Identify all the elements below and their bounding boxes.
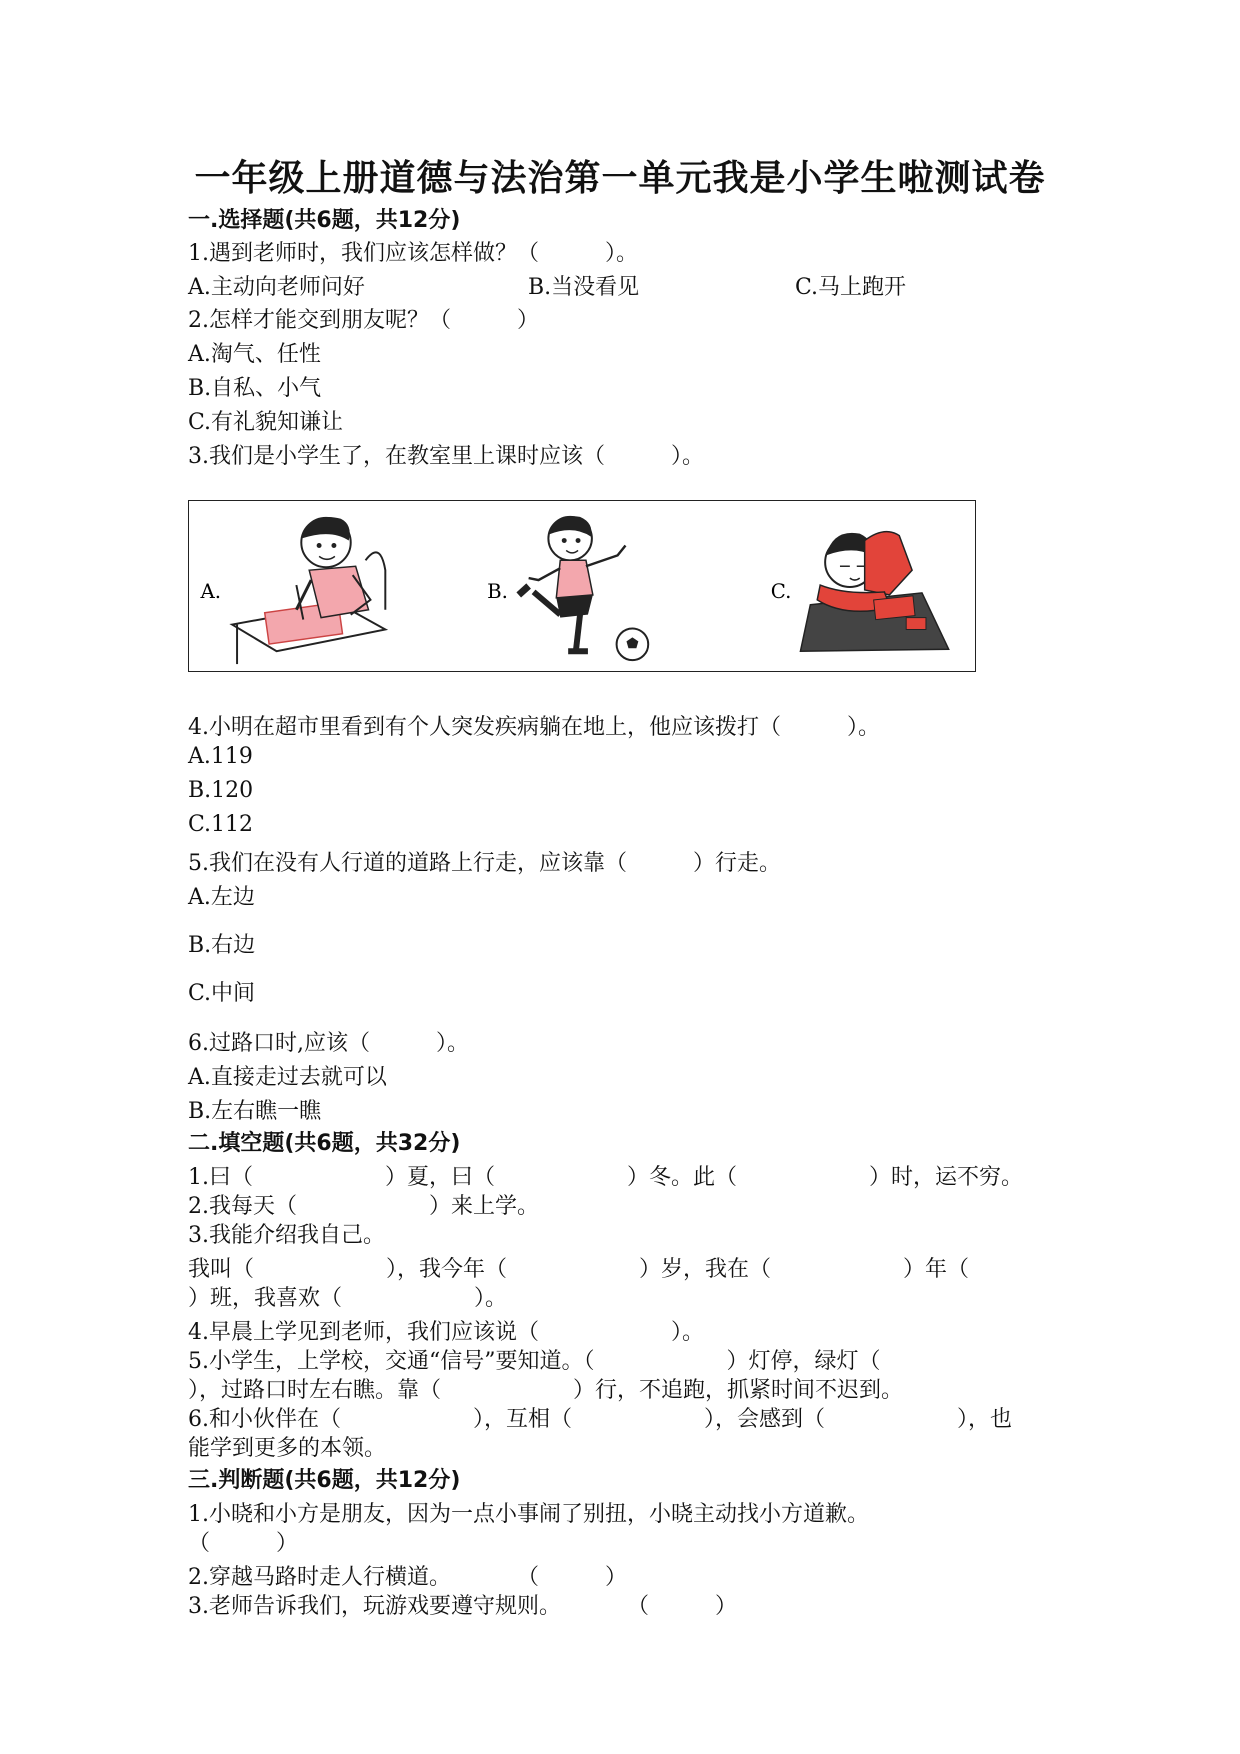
question-1: 1.遇到老师时，我们应该怎样做？（ ）。 bbox=[188, 241, 638, 266]
boy-sleeping-illustration bbox=[771, 532, 949, 652]
fill-line: 6.和小伙伴在（ ），互相（ ），会感到（ ），也 bbox=[188, 1407, 1012, 1432]
page-title: 一年级上册道德与法治第一单元我是小学生啦测试卷 bbox=[194, 158, 1046, 199]
q6-option-b: B.左右瞧一瞧 bbox=[188, 1099, 322, 1124]
fill-line: 2.我每天（ ）来上学。 bbox=[188, 1194, 539, 1219]
q3-label-a: A. bbox=[200, 579, 222, 603]
fill-line: 5.小学生，上学校，交通“信号”要知道。（ ）灯停，绿灯（ bbox=[188, 1349, 881, 1374]
fill-line: ），过路口时左右瞧。靠（ ）行，不追跑，抓紧时间不迟到。 bbox=[188, 1378, 904, 1403]
judge-line: （ ） bbox=[188, 1531, 299, 1556]
q4-option-b: B.120 bbox=[188, 778, 254, 803]
fill-line: ）班，我喜欢（ ）。 bbox=[188, 1286, 508, 1311]
q3-illustration bbox=[188, 500, 976, 672]
section-header-choice: 一.选择题(共6题，共12分) bbox=[188, 208, 461, 233]
q5-option-a: A.左边 bbox=[188, 885, 255, 910]
fill-line: 1.曰（ ）夏，曰（ ）冬。此（ ）时，运不穷。 bbox=[188, 1165, 1023, 1190]
question-2: 2.怎样才能交到朋友呢？（ ） bbox=[188, 308, 539, 333]
fill-line: 能学到更多的本领。 bbox=[188, 1436, 387, 1461]
boy-kicking-ball-illustration bbox=[487, 516, 648, 660]
q6-option-a: A.直接走过去就可以 bbox=[188, 1065, 387, 1090]
q4-option-a: A.119 bbox=[188, 744, 253, 769]
q2-option-b: B.自私、小气 bbox=[188, 376, 322, 401]
question-6: 6.过路口时,应该（ ）。 bbox=[188, 1031, 469, 1056]
question-3: 3.我们是小学生了，在教室里上课时应该（ ）。 bbox=[188, 444, 704, 469]
q2-option-a: A.淘气、任性 bbox=[188, 342, 321, 367]
question-4: 4.小明在超市里看到有个人突发疾病躺在地上，他应该拨打（ ）。 bbox=[188, 715, 880, 740]
judge-line: 3.老师告诉我们，玩游戏要遵守规则。 （ ） bbox=[188, 1594, 737, 1619]
fill-line: 3.我能介绍我自己。 bbox=[188, 1223, 385, 1248]
section-header-fill-blank: 二.填空题(共6题，共32分) bbox=[188, 1131, 461, 1156]
section-header-true-false: 三.判断题(共6题，共12分) bbox=[188, 1468, 461, 1493]
q3-label-b: B. bbox=[487, 579, 508, 603]
fill-line: 4.早晨上学见到老师，我们应该说（ ）。 bbox=[188, 1320, 704, 1345]
q1-option-a: A.主动向老师问好 bbox=[188, 275, 365, 300]
judge-line: 1.小晓和小方是朋友，因为一点小事闹了别扭，小晓主动找小方道歉。 bbox=[188, 1502, 869, 1527]
q4-option-c: C.112 bbox=[188, 812, 254, 837]
q1-option-c: C.马上跑开 bbox=[795, 275, 907, 300]
question-5: 5.我们在没有人行道的道路上行走，应该靠（ ）行走。 bbox=[188, 851, 781, 876]
q2-option-c: C.有礼貌知谦让 bbox=[188, 410, 344, 435]
fill-line: 我叫（ ），我今年（ ）岁，我在（ ）年（ bbox=[188, 1257, 970, 1282]
q3-label-c: C. bbox=[770, 579, 792, 603]
judge-line: 2.穿越马路时走人行横道。 （ ） bbox=[188, 1565, 627, 1590]
boy-writing-illustration bbox=[199, 517, 385, 664]
q5-option-c: C.中间 bbox=[188, 981, 256, 1006]
q5-option-b: B.右边 bbox=[188, 933, 256, 958]
q1-option-b: B.当没看见 bbox=[528, 275, 640, 300]
